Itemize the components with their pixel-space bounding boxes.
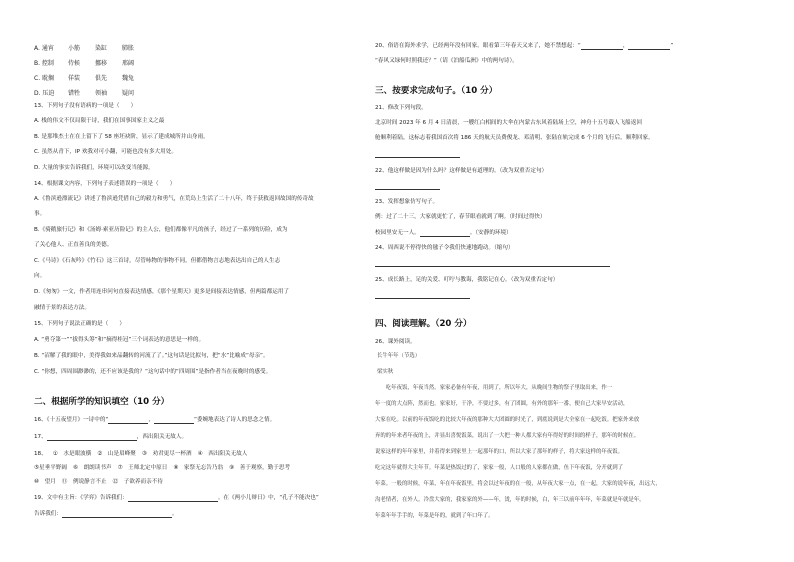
- q22-answer-line[interactable]: [375, 189, 440, 190]
- question-15: 15、下列句子说法正确的是（ ）: [34, 321, 126, 327]
- q13-option-d: D. 大量的事实告诉我们，环境可以改变当能源。: [34, 165, 154, 171]
- question-17: 17、 ，西出阳关无故人。: [34, 434, 188, 440]
- question-24: 24、周西说不停得快的毽子令我们快速地跑动。（缩句）: [375, 245, 514, 251]
- section-3-title: 三、按要求完成句子。（10 分）: [375, 86, 498, 96]
- question-19: 19、文中有主旨：《学弈》告诉我们： 。在《两小儿辩日》中，“孔子不能决也”: [34, 495, 319, 501]
- q21-text-line-1: 北京时间 2023 年 6 月 4 日清晨，一艘红白相间的大伞在内蒙古东风着陆场上空，神舟十五号载人飞船返回: [375, 120, 642, 126]
- q25-answer-line[interactable]: [375, 298, 470, 299]
- word-group-row-c: C. 耽搁 佯装 俱先 魏兔: [34, 75, 135, 82]
- question-26: 26、课外阅读。: [375, 339, 416, 345]
- q13-option-c: C. 虽然从青下，IP 欢我对可小翻，可能也没有多大用处。: [34, 149, 177, 155]
- q16-blank-2[interactable]: [154, 417, 194, 424]
- section-2-title: 二、根据所学的知识填空（10 分）: [34, 397, 170, 407]
- passage-line: 弃的的年来者年夜的上，并显出喜悦饭菜，说出了一大把一种人都大家有年得好的时间的样子，那年的时候在。: [375, 433, 640, 439]
- q15-option-b: B. “沼解了我的眼中，美得我如来品翻转的河流了了。”这句话是比拟句，把“水”比喻成“母亲”。: [34, 353, 269, 359]
- passage-line: 说家这样的年年家里，并着得来到家里上一起那年的口，所以大家了那年的样子，将大家这样的年夜饭。: [375, 449, 623, 455]
- question-22: 22、他这样做是因为什么吗？这样做是有道理的。（改为双重否定句）: [375, 168, 548, 174]
- q14-option-b: B.《骑鹅旅行记》和《汤姆·索亚历险记》的主人公，他们都像平凡的孩子，经过了一系列的历险，成为: [34, 227, 288, 233]
- passage-line: 吃完这年就得大主年节。年菜是热饭过的了，家家一般，人口般的人家都在做，鱼下年夜饭，分开就到了: [375, 465, 623, 471]
- passage-line: 沟老情者，在外人。冷盘大家的，我家家的外——年，烫，年的时候，白，年三以前年年年，年菜就是年就是年，: [375, 497, 645, 503]
- question-18-row-2: ⑤星垂平野阔 ⑥ 朗朗读书声 ⑦ 王师北定中原日 ⑧ 家祭无忘告乃翁 ⑨ 善于观察，勤于思考: [34, 465, 291, 471]
- passage-line: 年菜年年手手的，年菜是年的，就到了年口年了。: [375, 513, 494, 519]
- question-25: 25、成长路上，足的关爱、叮咛与教诲，我铭记在心。（改为双重否定句）: [375, 277, 559, 283]
- question-14: 14、根据课文内容，下列句子表述错误的一项是（ ）: [34, 181, 176, 187]
- passage-line: 大家在吃。以前的年夜饭吃的比较大年夜的那种大大团圆的时光了，到底说到是大全家在一起吃饭。把家外来放: [375, 417, 640, 423]
- q19-blank-2[interactable]: [62, 511, 172, 518]
- word-group-row-d: D. 压迫 错牲 领袖 疑问: [34, 90, 135, 97]
- passage-title: 长牛年年（节选）: [377, 353, 421, 359]
- q14-option-a-cont: 事。: [34, 211, 46, 217]
- q21-text-line-2: 舱顺利着陆，这标志着我国首次将 186 天的航天员费俊龙、邓清明、张陆在轨完成 6 个月的飞行后，顺利回家。: [375, 135, 654, 141]
- question-19-cont: 告诉我们： 。: [34, 511, 178, 517]
- q23-blank[interactable]: [420, 230, 470, 237]
- q15-option-c: C. “你想，四周围渺渺的，还不应该是我的？”这句话中的“四周围”是指作者当在夜晚时的感受。: [34, 369, 272, 375]
- question-18-row-3: ⑩ 望月 ⑪ 例说静言不止 ⑫ 子欲养而亲不待: [34, 479, 163, 485]
- q17-blank[interactable]: [47, 434, 137, 441]
- word-group-row-a: A. 通宵 小筋 染缸 肺胀: [34, 45, 135, 52]
- question-20-cont: “春风又绿何时照我还？”（请《泊船瓜洲》中的两句诗）。: [375, 58, 518, 64]
- question-21: 21、修改下列句段。: [375, 105, 427, 111]
- q14-option-d-cont: 融情于景的表达方法。: [34, 305, 90, 311]
- passage-author: 梁实秋: [377, 369, 394, 375]
- q14-option-c-cont: 向。: [34, 273, 46, 279]
- q23-task: 校园里安无一人。 。（安静的环境）: [375, 230, 512, 236]
- q14-option-a: A.《鲁滨逊漂流记》讲述了鲁滨逊凭借自己的毅力和勇气，在荒岛上生活了二十八年，终于获救返回故国的传奇故: [34, 196, 314, 202]
- question-18-row-1: 18、 ① 水是眼波横 ② 山是眉峰聚 ③ 劝君更尽一杯酒 ④ 西出阳关无故人: [34, 451, 248, 457]
- passage-line: 吃年夜饭，年夜当然。家家必备有年夜，用到了，所以年大，从晚间生物的祭子里取出来，作一: [375, 385, 613, 391]
- passage-line: 年一度的大点阵，然而也。家家好，干净，不要过多，有了团圆，有外的那年一番，便自己大家早安活动，: [375, 401, 629, 407]
- q15-option-a: A. “勇夺第一”“拔得头筹”和“摘得桂冠”三个词表达的意思是一样的。: [34, 337, 205, 343]
- q14-option-c: C.《马诗》《石灰吟》《竹石》这三首诗，尽管咏物的事物不同，但都借物言志地表达出自己的人生志: [34, 258, 281, 264]
- q21-answer-line[interactable]: [375, 157, 460, 158]
- word-group-row-b: B. 控制 侍候 挪移 邢阔: [34, 60, 135, 67]
- q19-blank-1[interactable]: [128, 495, 218, 502]
- q23-example: 例：过了二十三，大家就更忙了，春节眼看就到了啊。（时间过得快）: [375, 214, 546, 220]
- q14-option-b-cont: 了关心他人、正直善良的美德。: [34, 242, 113, 248]
- q20-blank-2[interactable]: [628, 43, 670, 50]
- question-13: 13、下列句子没有语病的一项是（ ）: [34, 103, 137, 109]
- q20-blank-1[interactable]: [581, 43, 623, 50]
- q13-option-b: B. 是那堆杰士在在上留下了 58 座坯袂阶，显示了建成城所并山身雨。: [34, 134, 209, 140]
- q14-option-d: D.《匆匆》一文，作者用连串问句直接表达情感，《那个星期天》更多是间接表达情感，但两篇都运用了: [34, 289, 290, 295]
- q13-option-a: A. 栈的伟文不仅局限于诗，我们在国事国家主义之最: [34, 118, 165, 124]
- q16-blank-1[interactable]: [108, 417, 148, 424]
- section-4-title: 四、阅读理解。（20 分）: [375, 319, 472, 329]
- q24-answer-line[interactable]: [375, 266, 610, 267]
- question-23: 23、发挥想象仿写句子。: [375, 199, 439, 205]
- question-20: 20、俗语在海外求学，已经两年没有回家。眼看第三年春天又来了，她不禁想起：“ ， ”: [375, 43, 674, 49]
- passage-line: 年菜。一般的时候，年菜，年在年夜饭里，将会以过年夜的在一般，从年夜大家一点，在一起，大家的说年夜，出远大，: [375, 481, 661, 487]
- question-16: 16、《十五夜望月》一诗中的“ ， ”委婉地表达了诗人的思念之情。: [34, 417, 276, 423]
